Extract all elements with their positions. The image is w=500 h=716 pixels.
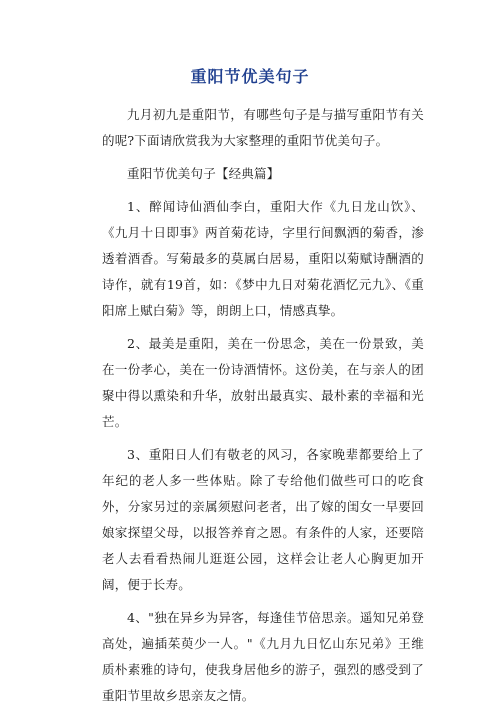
paragraph-item-1: 1、醉闻诗仙酒仙李白，重阳大作《九日龙山饮》、《九月十日即事》两首菊花诗，字里行间飘洒的菊香，渗透着酒香。写菊最多的莫属白居易，重阳以菊赋诗酬酒的诗作，就有19首，如：《梦中九日对菊花酒忆元九》、《重阳席上赋白菊》等，朗朗上口，情感真挚。 xyxy=(102,199,424,318)
document-title: 重阳节优美句子 xyxy=(190,67,310,86)
paragraph-item-2: 2、最美是重阳，美在一份思念，美在一份景致，美在一份孝心，美在一份诗酒情怀。这份美，在与亲人的团聚中得以熏染和升华，放射出最真实、最朴素的幸福和光芒。 xyxy=(102,336,424,429)
section-heading: 重阳节优美句子【经典篇】 xyxy=(127,166,280,181)
paragraph-item-3: 3、重阳日人们有敬老的风习，各家晚辈都要给上了年纪的老人多一些体贴。除了专给他们做些可口的吃食外，分家另过的亲属须慰问老者，出了嫁的闺女一早要回娘家探望父母，以报答养育之恩。有条件的人家，还要陪老人去看看热闹儿逛逛公园，这样会让老人心胸更加开阔，便于长寿。 xyxy=(102,447,424,592)
paragraph-item-4: 4、"独在异乡为异客，每逢佳节倍思亲。遥知兄弟登高处，遍插茱萸少一人。"《九月九日忆山东兄弟》王维质朴素雅的诗句，使我身居他乡的游子，强烈的感受到了重阳节里故乡思亲友之情。 xyxy=(102,610,424,703)
intro-paragraph: 九月初九是重阳节，有哪些句子是与描写重阳节有关的呢?下面请欣赏我为大家整理的重阳节优美句子。 xyxy=(102,107,424,148)
document-body xyxy=(102,102,424,716)
